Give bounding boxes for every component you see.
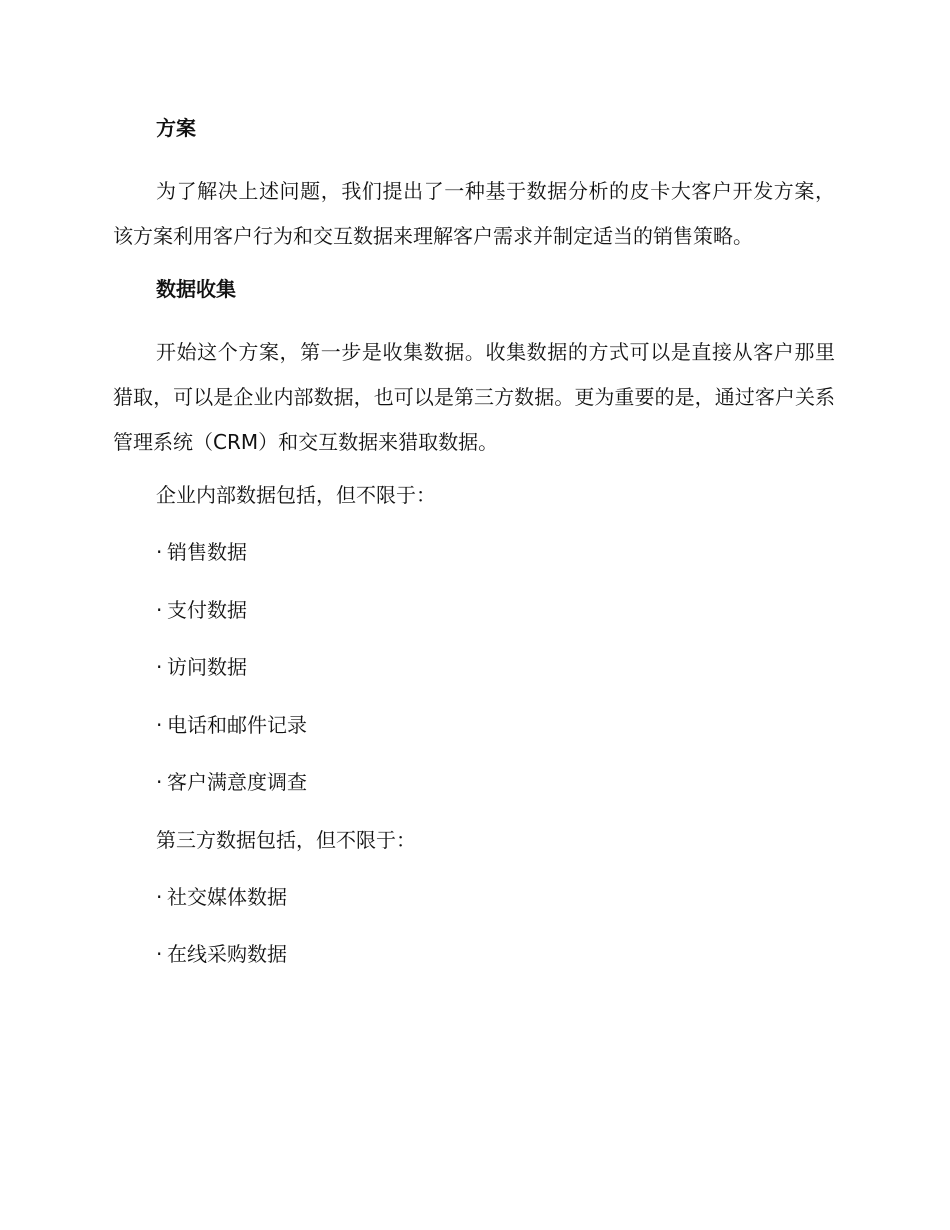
- bullet-icon: ·: [156, 712, 163, 737]
- section-heading-data-collection: 数据收集: [156, 277, 236, 301]
- bullet-icon: ·: [156, 655, 163, 679]
- plan-paragraph: 为了解决上述问题，我们提出了一种基于数据分析的皮卡大客户开发方案，该方案利用客户行为和交互数据来理解客户需求并制定适当的销售策略。: [113, 179, 835, 248]
- list-item: · 访问数据: [113, 651, 835, 683]
- bullet-icon: ·: [156, 942, 163, 966]
- internal-data-list: [113, 536, 835, 798]
- internal-data-lead: 企业内部数据包括，但不限于：: [156, 483, 436, 507]
- section-heading-plan: 方案: [156, 116, 196, 140]
- list-item: · 社交媒体数据: [113, 881, 835, 913]
- third-party-data-list: [113, 881, 835, 971]
- bullet-icon: ·: [156, 770, 163, 794]
- bullet-icon: ·: [156, 540, 163, 564]
- data-collection-paragraph: 开始这个方案，第一步是收集数据。收集数据的方式可以是直接从客户那里猎取，可以是企业内部数据，也可以是第三方数据。更为重要的是，通过客户关系管理系统（CRM）和交互数据来猎取数据。: [113, 340, 835, 454]
- third-party-data-lead: 第三方数据包括，但不限于：: [156, 827, 416, 852]
- list-item: · 客户满意度调查: [113, 766, 835, 798]
- list-item: · 支付数据: [113, 594, 835, 626]
- document-page: [113, 112, 835, 996]
- list-item: · 电话和邮件记录: [113, 709, 835, 741]
- bullet-icon: ·: [156, 597, 163, 622]
- list-item: · 销售数据: [113, 536, 835, 568]
- list-item: · 在线采购数据: [113, 938, 835, 970]
- bullet-icon: ·: [156, 884, 163, 909]
